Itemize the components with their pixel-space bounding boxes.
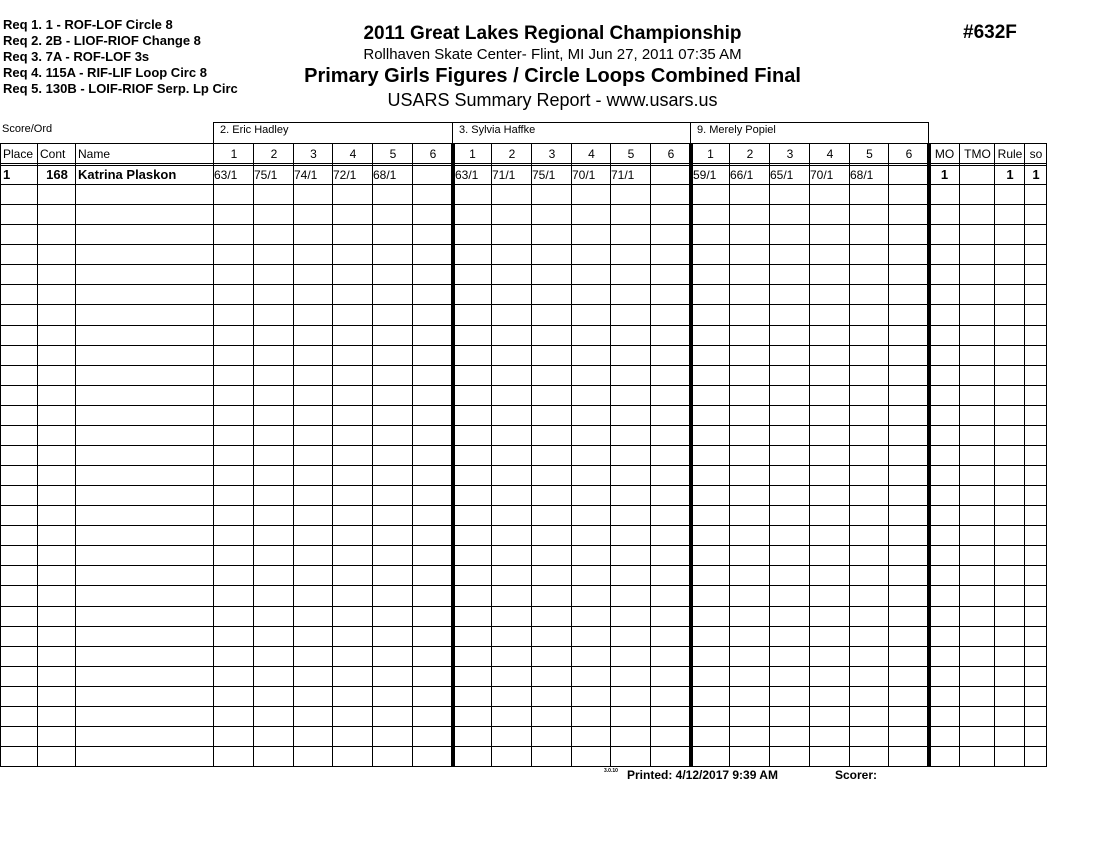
score-ord-label: Score/Ord [2, 123, 53, 135]
column-header-figure-3: 3 [310, 147, 317, 161]
printed-timestamp: Printed: 4/12/2017 9:39 AM [627, 768, 778, 782]
judge-3-figure-2-score: 66/1 [730, 168, 754, 182]
grid-line [0, 143, 1, 767]
grid-line [1046, 143, 1047, 767]
row-line [0, 706, 1047, 707]
grid-line [809, 143, 810, 767]
report-line: USARS Summary Report - www.usars.us [387, 90, 718, 110]
judge-1-figure-2-score: 75/1 [254, 168, 278, 182]
row-line [0, 485, 1047, 486]
grid-line [650, 143, 651, 767]
row-line [0, 565, 1047, 566]
grid-line [332, 143, 333, 767]
grid-line [213, 143, 214, 767]
grid-line [372, 143, 373, 767]
grid-line [1024, 143, 1025, 767]
grid-line [729, 143, 730, 767]
requirement-1: Req 1. 1 - ROF-LOF Circle 8 [3, 17, 173, 32]
grid-line [888, 143, 889, 767]
column-header-name: Name [78, 147, 111, 161]
header-double-line [0, 165, 1047, 166]
judge-2-figure-1-score: 63/1 [455, 168, 479, 182]
row-line [0, 325, 1047, 326]
row-line [0, 345, 1047, 346]
row-line [0, 726, 1047, 727]
judge-divider [451, 143, 455, 767]
scorer-label: Scorer: [835, 768, 878, 782]
grid-line [37, 143, 38, 767]
contestant-number: 168 [46, 167, 68, 182]
row-line [0, 204, 1047, 205]
skater-name: Katrina Plaskon [78, 167, 177, 182]
judge-name: 2. Eric Hadley [220, 124, 289, 136]
row-line [0, 585, 1047, 586]
column-header-figure-3: 3 [786, 147, 794, 161]
row-line [0, 545, 1047, 546]
grid-line [253, 143, 254, 767]
row-line [0, 264, 1047, 265]
row-line [0, 365, 1047, 366]
championship-title: 2011 Great Lakes Regional Championship [363, 23, 742, 44]
column-header-place: Place [3, 147, 34, 161]
column-header-figure-5: 5 [389, 147, 397, 161]
row-line [0, 244, 1047, 245]
judge-1-figure-1-score: 63/1 [214, 168, 238, 182]
column-header-tmo: TMO [964, 147, 991, 161]
grid-line [849, 143, 850, 767]
judge-divider [689, 143, 693, 767]
column-header-cont: Cont [40, 147, 66, 161]
column-header-figure-4: 4 [349, 147, 357, 161]
column-header-figure-2: 2 [508, 147, 516, 161]
grid-line [412, 143, 413, 767]
grid-line [75, 143, 76, 767]
grid-line [769, 143, 770, 767]
judge-3-figure-5-score: 68/1 [850, 168, 874, 182]
row-line [0, 385, 1047, 386]
grid-line [531, 143, 532, 767]
report-title-block [280, 22, 825, 111]
row-line [0, 184, 1047, 185]
grid-line [293, 143, 294, 767]
column-header-figure-2: 2 [746, 147, 754, 161]
column-header-figure-4: 4 [588, 147, 595, 161]
requirement-5: Req 5. 130B - LOIF-RIOF Serp. Lp Circ [3, 81, 238, 96]
event-title: Primary Girls Figures / Circle Loops Combined Final [304, 65, 801, 87]
row-line [0, 746, 1047, 747]
rule-value: 1 [1006, 167, 1014, 182]
row-line [0, 666, 1047, 667]
column-header-rule: Rule [997, 147, 1023, 161]
judge-2-figure-3-score: 75/1 [532, 168, 556, 182]
venue-line: Rollhaven Skate Center- Flint, MI Jun 27, 2011 07:35 AM [363, 46, 742, 63]
judge-1-figure-5-score: 68/1 [373, 168, 397, 182]
judge-header-3 [690, 122, 929, 143]
judge-2-figure-2-score: 71/1 [492, 168, 516, 182]
row-line [0, 425, 1047, 426]
judge-2-figure-5-score: 71/1 [611, 168, 635, 182]
judge-3-figure-1-score: 59/1 [693, 168, 717, 182]
requirements-list [3, 17, 238, 97]
row-line [0, 405, 1047, 406]
requirement-2: Req 2. 2B - LIOF-RIOF Change 8 [3, 33, 201, 48]
column-header-figure-1: 1 [230, 147, 238, 161]
column-header-figure-5: 5 [866, 147, 873, 161]
column-header-figure-6: 6 [667, 147, 675, 161]
header-top-line [0, 143, 1047, 144]
row-line [0, 465, 1047, 466]
judge-2-figure-4-score: 70/1 [572, 168, 596, 182]
row-line [0, 304, 1047, 305]
row-line [0, 626, 1047, 627]
column-header-mo: MO [934, 147, 955, 161]
judge-3-figure-4-score: 70/1 [810, 168, 834, 182]
requirement-3: Req 3. 7A - ROF-LOF 3s [3, 49, 150, 64]
judge-1-figure-3-score: 74/1 [294, 168, 318, 182]
row-line [0, 445, 1047, 446]
judge-name: 3. Sylvia Haffke [459, 124, 536, 136]
row-line [0, 646, 1047, 647]
place-value: 1 [3, 167, 11, 182]
grid-line [491, 143, 492, 767]
judge-name: 9. Merely Popiel [697, 124, 776, 136]
column-header-figure-3: 3 [548, 147, 556, 161]
row-line [0, 525, 1047, 526]
judge-header-1 [213, 122, 453, 143]
header-bottom-line [0, 163, 1047, 164]
row-line [0, 686, 1047, 687]
row-line [0, 224, 1047, 225]
mo-value: 1 [940, 167, 949, 182]
so-value: 1 [1032, 167, 1040, 182]
version-label: 3.0.10 [604, 768, 618, 774]
grid-line [571, 143, 572, 767]
judge-header-2 [452, 122, 691, 143]
grid-line [610, 143, 611, 767]
judge-1-figure-4-score: 72/1 [333, 168, 357, 182]
column-header-figure-6: 6 [429, 147, 437, 161]
requirement-4: Req 4. 115A - RIF-LIF Loop Circ 8 [3, 65, 207, 80]
judge-3-figure-3-score: 65/1 [770, 168, 794, 182]
column-header-figure-1: 1 [469, 147, 476, 161]
column-header-figure-4: 4 [826, 147, 834, 161]
row-line [0, 505, 1047, 506]
row-line [0, 766, 1047, 767]
column-header-figure-2: 2 [270, 147, 278, 161]
column-header-figure-6: 6 [905, 147, 913, 161]
row-line [0, 284, 1047, 285]
event-number: #632F [963, 22, 1017, 43]
row-line [0, 606, 1047, 607]
grid-line [959, 143, 960, 767]
column-header-so: so [1029, 147, 1043, 161]
judge-divider [927, 143, 931, 767]
column-header-figure-1: 1 [707, 147, 714, 161]
column-header-figure-5: 5 [627, 147, 635, 161]
grid-line [994, 143, 995, 767]
